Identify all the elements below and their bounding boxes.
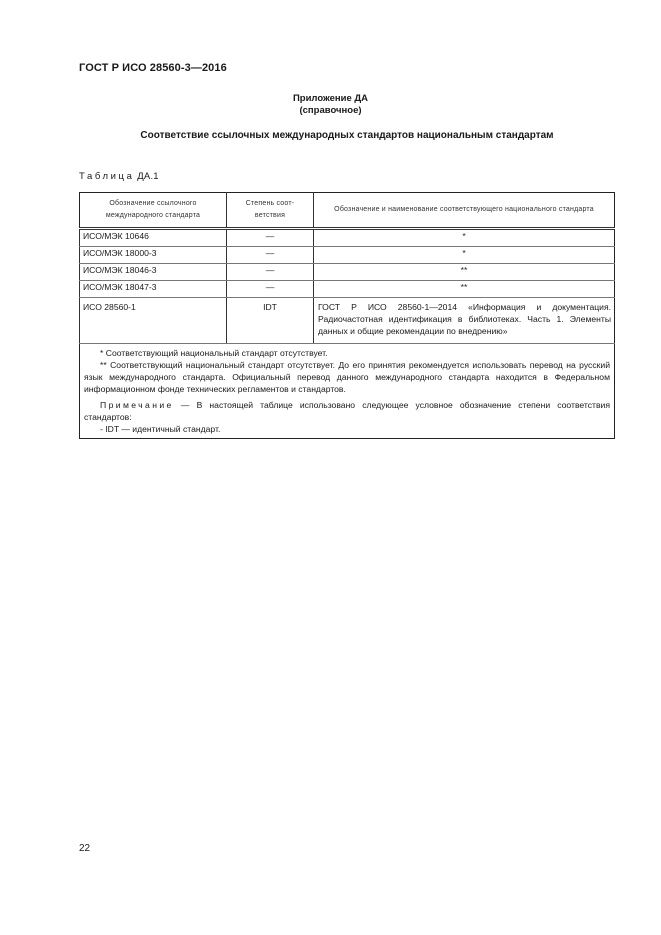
header-col-national: Обозначение и наименование соответствующего национального стандарта — [314, 193, 615, 229]
table-row — [80, 229, 615, 247]
header-col-degree: Степень соот-ветствия — [227, 193, 314, 229]
cell-national: * — [314, 229, 615, 247]
document-id: ГОСТ Р ИСО 28560-3—2016 — [79, 62, 227, 74]
footnote-star: * Соответствующий национальный стандарт отсутствует. — [100, 348, 328, 358]
note-label: Примечание — [100, 400, 174, 410]
footnote-double-star: ** Соответствующий национальный стандарт отсутствует. До его принятия рекомендуется использовать перевод на русский язык международного стандарта. Официальный перевод данного международного стандарта находится в Федеральном информационном фонде технических регламентов и стандартов. — [84, 360, 610, 394]
table-note — [84, 399, 610, 423]
cell-national: * — [314, 247, 615, 264]
cell-degree: — — [227, 264, 314, 281]
cell-national: ** — [314, 281, 615, 298]
table-row — [80, 247, 615, 264]
appendix-title: Приложение ДА — [292, 93, 369, 104]
cell-code: ИСО/МЭК 18046-3 — [80, 264, 227, 281]
table-header-row — [80, 193, 615, 229]
page-number: 22 — [79, 843, 91, 854]
footnotes-cell — [80, 344, 615, 439]
cell-degree: — — [227, 247, 314, 264]
cell-national: ** — [314, 264, 615, 281]
cell-code: ИСО/МЭК 18047-3 — [80, 281, 227, 298]
standards-table — [79, 192, 615, 439]
table-row — [80, 264, 615, 281]
table-footnotes — [80, 344, 615, 439]
note-idt: - IDT — идентичный стандарт. — [100, 424, 221, 434]
cell-degree: — — [227, 229, 314, 247]
table-caption — [79, 171, 159, 182]
table-caption-number: ДА.1 — [134, 171, 159, 182]
cell-degree: — — [227, 281, 314, 298]
appendix-subtitle: (справочное) — [299, 105, 362, 116]
table-caption-word: Таблица — [79, 171, 135, 182]
table-row — [80, 298, 615, 344]
note-text: — В настоящей таблице использовано следующее условное обозначение степени соответствия стандартов: — [84, 400, 610, 422]
header-col-reference: Обозначение ссылочного международного стандарта — [80, 193, 227, 229]
section-title: Соответствие ссылочных международных стандартов национальным стандартам — [140, 130, 554, 141]
cell-national: ГОСТ Р ИСО 28560-1—2014 «Информация и документация. Радиочастотная идентификация в библиотеках. Часть 1. Элементы данных и общие рекомендации по внедрению» — [314, 298, 615, 344]
table-row — [80, 281, 615, 298]
appendix-heading — [0, 93, 661, 117]
cell-degree: IDT — [227, 298, 314, 344]
cell-code: ИСО/МЭК 10646 — [80, 229, 227, 247]
cell-code: ИСО 28560-1 — [80, 298, 227, 344]
cell-code: ИСО/МЭК 18000-3 — [80, 247, 227, 264]
